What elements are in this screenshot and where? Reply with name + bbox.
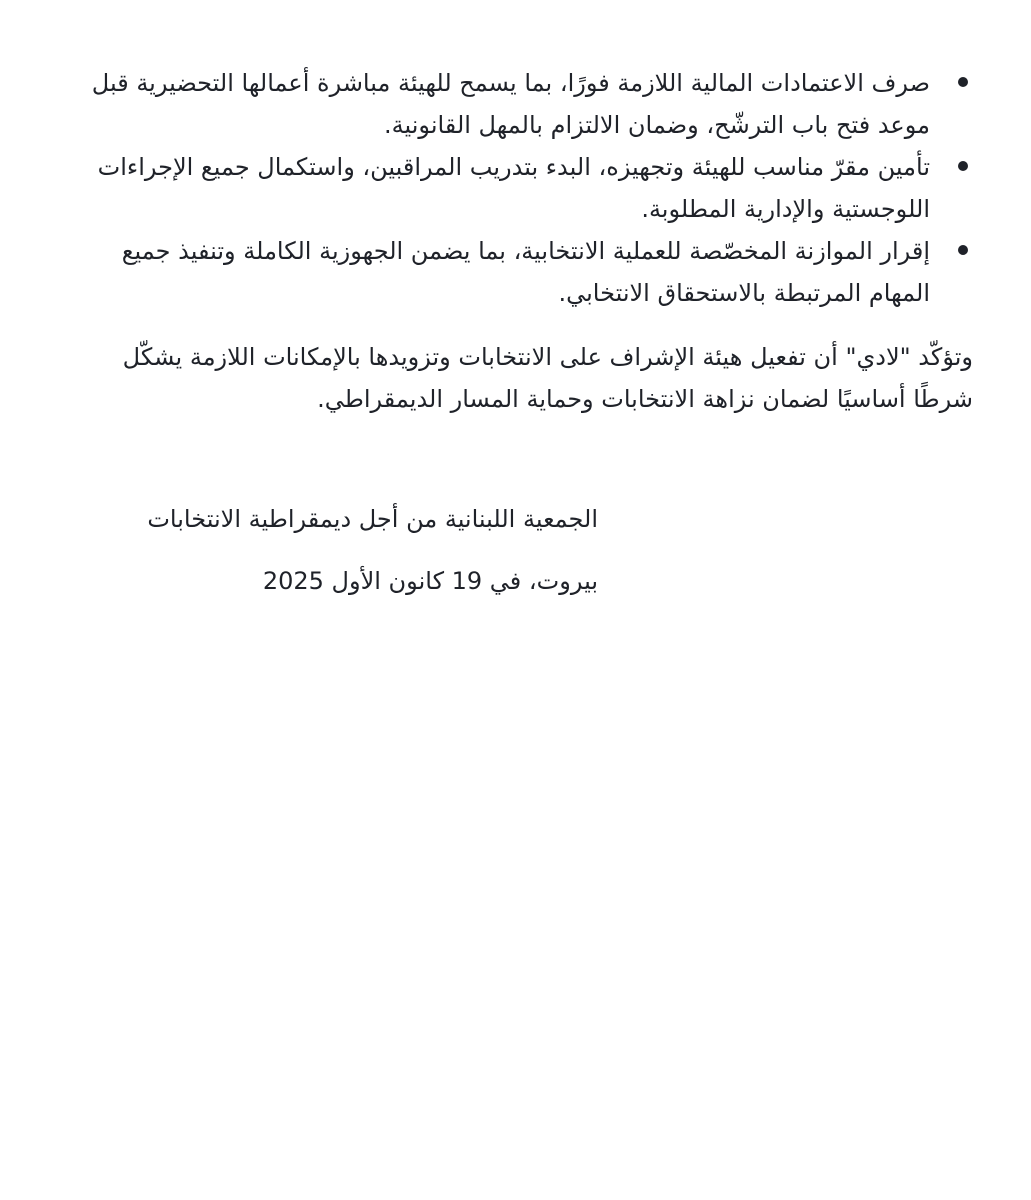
statement-body [58, 62, 973, 420]
organization-name: الجمعية اللبنانية من أجل ديمقراطية الانتخابات [147, 505, 598, 533]
bullet-icon [958, 77, 968, 87]
list-item [58, 146, 973, 230]
signature-block [58, 498, 598, 602]
list-item [58, 62, 973, 146]
bullet-icon [958, 161, 968, 171]
closing-paragraph: وتؤكّد "لادي" أن تفعيل هيئة الإشراف على الانتخابات وتزويدها بالإمكانات اللازمة يشكّل شرطًا أساسيًا لضمان نزاهة الانتخابات وحماية المسار الديمقراطي. [122, 343, 973, 413]
list-item-text: تأمين مقرّ مناسب للهيئة وتجهيزه، البدء بتدريب المراقبين، واستكمال جميع الإجراءات اللوجستية والإدارية المطلوبة. [97, 153, 930, 223]
place-date: بيروت، في 19 كانون الأول 2025 [262, 567, 598, 595]
demands-list [58, 62, 973, 314]
list-item [58, 230, 973, 314]
list-item-text: صرف الاعتمادات المالية اللازمة فورًا، بما يسمح للهيئة مباشرة أعمالها التحضيرية قبل موعد فتح باب الترشّح، وضمان الالتزام بالمهل القانونية. [91, 69, 930, 139]
list-item-text: إقرار الموازنة المخصّصة للعملية الانتخابية، بما يضمن الجهوزية الكاملة وتنفيذ جميع المهام المرتبطة بالاستحقاق الانتخابي. [121, 237, 930, 307]
bullet-icon [958, 245, 968, 255]
